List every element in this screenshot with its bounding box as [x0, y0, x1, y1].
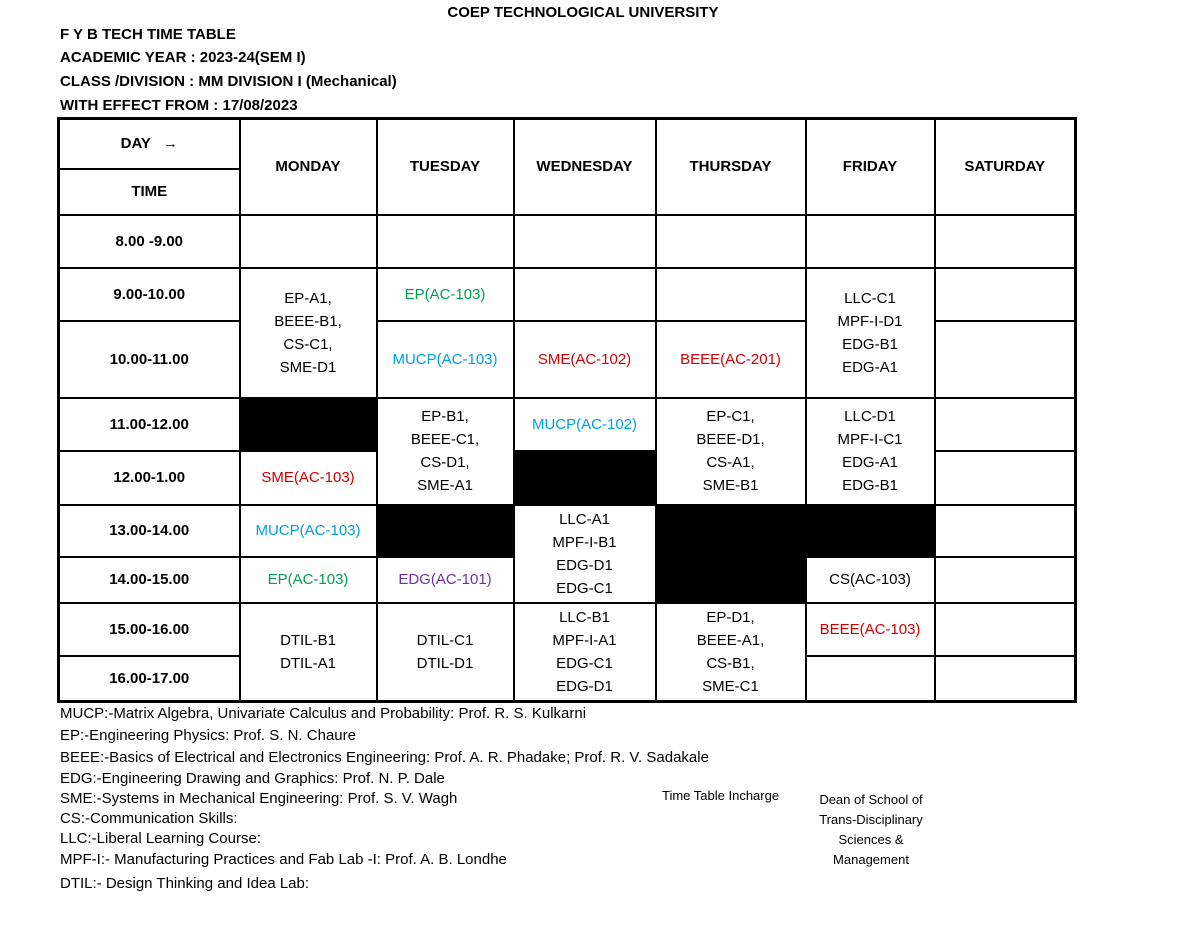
time-slot: 10.00-11.00 — [59, 321, 240, 398]
dean-line: Management — [833, 852, 909, 867]
legend-item: MUCP:-Matrix Algebra, Univariate Calculus and Probability: Prof. R. S. Kulkarni — [60, 705, 587, 722]
batch-line: EDG-B1 — [842, 477, 898, 494]
empty-cell — [806, 656, 935, 702]
legend-item: SME:-Systems in Mechanical Engineering: Prof. S. V. Wagh — [60, 790, 458, 807]
arrow-right-icon: → — [162, 135, 178, 153]
empty-cell — [240, 215, 377, 268]
legend-item: CS:-Communication Skills: — [60, 810, 238, 827]
batch-line: EDG-D1 — [556, 677, 613, 695]
batch-line: SME-B1 — [702, 477, 759, 494]
time-slot: 15.00-16.00 — [59, 603, 240, 656]
dean-line: Sciences & — [838, 832, 904, 847]
batch-line: EP-D1, — [706, 608, 755, 626]
batch-line: DTIL-B1 — [280, 631, 336, 649]
batch-line: DTIL-C1 — [416, 631, 474, 649]
batch-cell-thu-15 — [656, 603, 806, 702]
lecture-cell: MUCP(AC-103) — [377, 321, 514, 398]
batch-line: SME-D1 — [279, 358, 337, 376]
batch-line: LLC-D1 — [844, 408, 896, 425]
legend-item: BEEE:-Basics of Electrical and Electronics Engineering: Prof. A. R. Phadake; Prof. R. V. Sadakale — [60, 749, 709, 766]
batch-line: EDG-C1 — [556, 579, 613, 597]
legend-item: MPF-I:- Manufacturing Practices and Fab Lab -I: Prof. A. B. Londhe — [60, 851, 507, 868]
empty-cell — [935, 557, 1076, 603]
batch-line: MPF-I-A1 — [552, 631, 617, 649]
legend-item: EDG:-Engineering Drawing and Graphics: Prof. N. P. Dale — [60, 770, 445, 787]
batch-cell-mon-9 — [240, 268, 377, 398]
blocked-cell — [656, 505, 806, 603]
timetable — [57, 117, 1077, 703]
blocked-cell — [514, 451, 656, 505]
empty-cell — [514, 215, 656, 268]
batch-line: BEEE-B1, — [274, 312, 342, 330]
academic-year: ACADEMIC YEAR : 2023-24(SEM I) — [60, 49, 306, 66]
empty-cell — [377, 215, 514, 268]
batch-line: MPF-I-B1 — [552, 533, 617, 551]
batch-cell-wed-13 — [514, 505, 656, 603]
legend-item: DTIL:- Design Thinking and Idea Lab: — [60, 875, 310, 892]
day-header-cell — [59, 119, 240, 169]
time-slot: 13.00-14.00 — [59, 505, 240, 557]
batch-line: LLC-A1 — [559, 510, 610, 528]
batch-line: EP-A1, — [284, 289, 332, 307]
time-slot: 11.00-12.00 — [59, 398, 240, 451]
batch-line: MPF-I-C1 — [837, 431, 903, 448]
dean-line: Trans-Disciplinary — [819, 812, 923, 827]
signature-dean — [802, 790, 940, 870]
blocked-cell — [806, 505, 935, 557]
lecture-cell: SME(AC-103) — [240, 451, 377, 505]
signature-incharge: Time Table Incharge — [662, 788, 780, 803]
empty-cell — [935, 321, 1076, 398]
day-monday: MONDAY — [240, 119, 377, 215]
empty-cell — [656, 268, 806, 321]
lecture-cell: MUCP(AC-102) — [514, 398, 656, 451]
batch-line: EDG-B1 — [842, 335, 898, 353]
batch-line: BEEE-D1, — [696, 431, 765, 448]
dean-line: Dean of School of — [819, 792, 923, 807]
time-slot: 12.00-1.00 — [59, 451, 240, 505]
university-title: COEP TECHNOLOGICAL UNIVERSITY — [447, 4, 719, 21]
batch-cell-wed-15 — [514, 603, 656, 702]
lecture-cell: BEEE(AC-201) — [656, 321, 806, 398]
empty-cell — [656, 215, 806, 268]
empty-cell — [935, 215, 1076, 268]
empty-cell — [935, 268, 1076, 321]
batch-cell-thu-11 — [656, 398, 806, 505]
batch-line: SME-C1 — [702, 677, 759, 695]
batch-cell-fri-9 — [806, 268, 935, 398]
batch-cell-fri-11 — [806, 398, 935, 505]
batch-line: BEEE-A1, — [696, 631, 765, 649]
batch-line: EDG-D1 — [556, 556, 613, 574]
day-label: DAY — [120, 135, 151, 153]
batch-line: EDG-A1 — [842, 358, 898, 376]
time-slot: 16.00-17.00 — [59, 656, 240, 702]
lecture-cell: BEEE(AC-103) — [806, 603, 935, 656]
time-slot: 9.00-10.00 — [59, 268, 240, 321]
lecture-cell: EP(AC-103) — [377, 268, 514, 321]
batch-line: DTIL-A1 — [280, 654, 336, 672]
empty-cell — [935, 398, 1076, 451]
legend-item: EP:-Engineering Physics: Prof. S. N. Chaure — [60, 727, 356, 744]
batch-line: SME-A1 — [417, 477, 473, 494]
lecture-cell: EDG(AC-101) — [377, 557, 514, 603]
empty-cell — [935, 656, 1076, 702]
day-saturday: SATURDAY — [935, 119, 1076, 215]
empty-cell — [935, 603, 1076, 656]
empty-cell — [935, 505, 1076, 557]
time-slot: 14.00-15.00 — [59, 557, 240, 603]
day-thursday: THURSDAY — [656, 119, 806, 215]
blocked-cell — [377, 505, 514, 557]
batch-cell-mon-15 — [240, 603, 377, 702]
time-slot: 8.00 -9.00 — [59, 215, 240, 268]
batch-line: EDG-A1 — [842, 454, 898, 471]
empty-cell — [806, 215, 935, 268]
batch-line: MPF-I-D1 — [837, 312, 903, 330]
batch-line: LLC-C1 — [844, 289, 896, 307]
program-title: F Y B TECH TIME TABLE — [60, 26, 236, 43]
class-division: CLASS /DIVISION : MM DIVISION I (Mechanical) — [60, 73, 397, 90]
lecture-cell: MUCP(AC-103) — [240, 505, 377, 557]
lecture-cell: CS(AC-103) — [806, 557, 935, 603]
day-wednesday: WEDNESDAY — [514, 119, 656, 215]
batch-line: BEEE-C1, — [410, 431, 480, 448]
empty-cell — [514, 268, 656, 321]
legend-item: LLC:-Liberal Learning Course: — [60, 830, 261, 847]
batch-line: CS-D1, — [420, 454, 470, 471]
batch-line: CS-C1, — [283, 335, 333, 353]
day-tuesday: TUESDAY — [377, 119, 514, 215]
batch-line: CS-A1, — [706, 454, 755, 471]
batch-line: LLC-B1 — [559, 608, 610, 626]
time-header-cell: TIME — [59, 169, 240, 215]
blocked-cell — [240, 398, 377, 451]
batch-line: EDG-C1 — [556, 654, 613, 672]
batch-cell-tue-15 — [377, 603, 514, 702]
batch-cell-tue-11 — [377, 398, 514, 505]
day-friday: FRIDAY — [806, 119, 935, 215]
lecture-cell: EP(AC-103) — [240, 557, 377, 603]
effect-from: WITH EFFECT FROM : 17/08/2023 — [60, 97, 298, 114]
empty-cell — [935, 451, 1076, 505]
batch-line: EP-C1, — [706, 408, 755, 425]
batch-line: EP-B1, — [421, 408, 469, 425]
lecture-cell: SME(AC-102) — [514, 321, 656, 398]
batch-line: CS-B1, — [706, 654, 755, 672]
batch-line: DTIL-D1 — [416, 654, 474, 672]
